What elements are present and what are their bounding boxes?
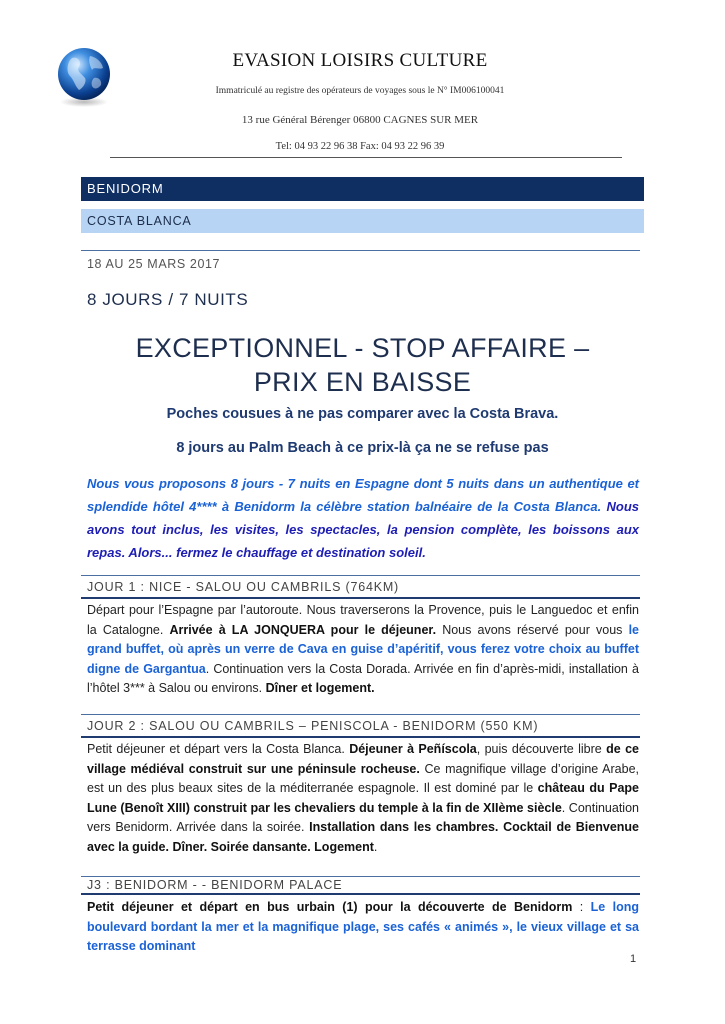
subtitle-1: Poches cousues à ne pas comparer avec la Costa Brava. [166,406,559,422]
registry-line: Immatriculé au registre des opérateurs de voyages sous le N° IM006100041 [215,86,505,96]
address-line: 13 rue Général Bérenger 06800 CAGNES SUR MER [241,114,479,126]
text-run: , puis découverte libre [476,742,607,756]
bold-run: Déjeuner à Peñíscola [349,742,477,756]
headline-line-1: EXCEPTIONNEL - STOP AFFAIRE – [135,333,590,363]
day-1-top-rule [81,575,640,576]
bold-run: de ce village médiéval construit sur une péninsule rocheuse. [87,742,639,776]
text-run: Nous avons réservé pour vous [436,622,629,637]
bold-run: Dîner et logement. [265,681,375,696]
day-2-top-rule [81,714,640,715]
intro-part-2: Nous avons tout inclus, les visites, les spectacles, la pension complète, les boissons aux repas. Alors... fermez le chauffage et destination soleil. [87,499,639,560]
day-2-title-underline [81,736,640,738]
highlight-run: Le long boulevard bordant la mer et la magnifique plage, ses cafés « animés », le vieux village et sa terrasse dominant [87,900,639,954]
text-run: : [572,900,591,914]
bold-run: Petit déjeuner et départ en bus urbain (1) pour la découverte de Benidorm [87,900,573,914]
destination-bar: BENIDORM [81,177,644,201]
subtitle-2: 8 jours au Palm Beach à ce prix-là ça ne se refuse pas [176,440,549,456]
intro-part-1: Nous vous proposons 8 jours - 7 nuits en Espagne dont 5 nuits dans un authentique et splendide hôtel 4**** à Benidorm la célèbre station balnéaire de la Costa Blanca. [87,476,639,514]
text-run: Petit déjeuner et départ vers la Costa Blanca. [87,742,350,756]
headline-line-2: PRIX EN BAISSE [253,367,472,397]
highlight-run: le grand buffet, où après un verre de Cava en guise d’apéritif, vous ferez votre choix au buffet digne de Gargantua [87,622,639,676]
globe-logo-icon [52,44,116,108]
day-1-title: JOUR 1 : NICE - SALOU OU CAMBRILS (764KM) [87,580,400,594]
day-3-title-underline [81,893,640,895]
travel-dates: 18 AU 25 MARS 2017 [87,257,221,271]
day-3-top-rule [81,876,640,877]
bold-run: Installation dans les chambres. Cocktail de Bienvenue avec la guide. Dîner. Soirée dansante. Logement [87,820,639,854]
text-run: . Continuation vers la Costa Dorada. Arrivée en fin d’après-midi, installation à l’hôtel 3*** à Salou ou environs. [87,661,639,696]
text-run: Départ pour l’Espagne par l’autoroute. Nous traverserons la Provence, puis le Languedoc et enfin la Catalogne. [87,603,639,637]
bold-run: Arrivée à LA JONQUERA pour le déjeuner. [169,622,437,637]
day-1-description [87,601,639,699]
intro-paragraph [87,472,639,564]
day-1-title-underline [81,597,640,599]
phone-fax-line: Tel: 04 93 22 96 38 Fax: 04 93 22 96 39 [275,141,445,152]
day-2-title: JOUR 2 : SALOU OU CAMBRILS – PENISCOLA - BENIDORM (550 KM) [87,719,539,733]
company-name: EVASION LOISIRS CULTURE [232,50,488,71]
trip-duration: 8 JOURS / 7 NUITS [87,290,249,309]
date-divider [81,250,640,251]
text-run: . Continuation vers Benidorm. Arrivée dans la soirée. [87,800,639,835]
day-3-description [87,898,639,957]
day-2-description [87,740,639,858]
text-run: Ce magnifique village d’origine Arabe, est un des plus beaux sites de la méditerranée espagnole. Il est dominé par le [87,761,640,796]
text-run: . [373,839,378,854]
header-divider [110,157,622,158]
region-bar: COSTA BLANCA [81,209,644,233]
day-3-title: J3 : BENIDORM - - BENIDORM PALACE [87,878,343,892]
page-number: 1 [630,953,637,965]
bold-run: château du Pape Lune (Benoît XIII) construit par les chevaliers du temple à la fin de XIIème siècle [87,781,639,815]
